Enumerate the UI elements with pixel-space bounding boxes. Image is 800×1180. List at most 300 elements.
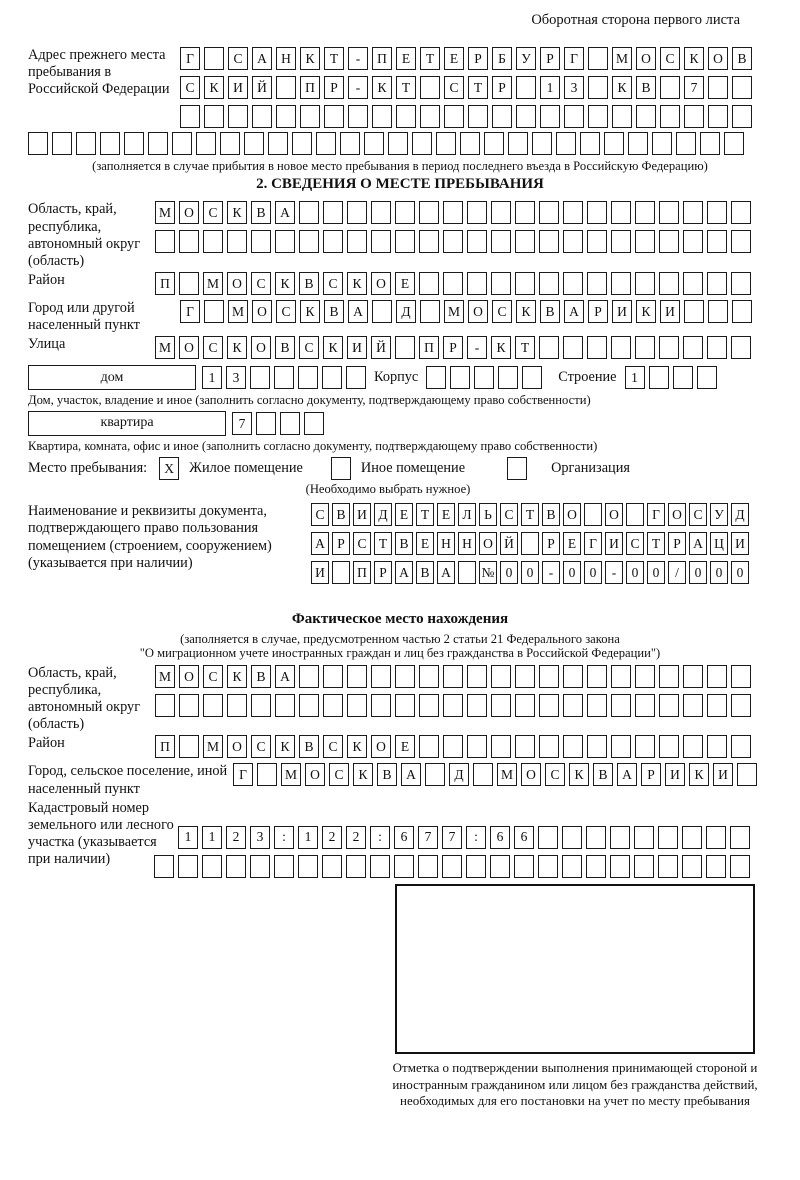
char-cell[interactable] bbox=[300, 105, 320, 128]
char-cell[interactable] bbox=[316, 132, 336, 155]
char-cell[interactable]: К bbox=[323, 336, 343, 359]
char-cell[interactable] bbox=[682, 855, 702, 878]
char-cell[interactable] bbox=[604, 132, 624, 155]
char-cell[interactable] bbox=[611, 694, 631, 717]
char-cell[interactable]: О bbox=[521, 763, 541, 786]
char-cell[interactable] bbox=[634, 855, 654, 878]
char-cell[interactable]: 2 bbox=[322, 826, 342, 849]
char-cell[interactable]: 1 bbox=[540, 76, 560, 99]
char-cell[interactable]: А bbox=[275, 665, 295, 688]
char-cell[interactable] bbox=[251, 694, 271, 717]
char-cell[interactable] bbox=[304, 412, 324, 435]
char-cell[interactable]: У bbox=[516, 47, 536, 70]
char-cell[interactable] bbox=[700, 132, 720, 155]
char-cell[interactable] bbox=[498, 366, 518, 389]
char-cell[interactable]: М bbox=[281, 763, 301, 786]
char-cell[interactable] bbox=[586, 855, 606, 878]
char-cell[interactable] bbox=[155, 230, 175, 253]
char-cell[interactable] bbox=[563, 694, 583, 717]
char-cell[interactable]: Е bbox=[395, 503, 413, 526]
checkbox-organization[interactable] bbox=[507, 457, 527, 480]
char-cell[interactable] bbox=[298, 366, 318, 389]
char-cell[interactable]: К bbox=[684, 47, 704, 70]
char-cell[interactable]: Г bbox=[564, 47, 584, 70]
char-cell[interactable] bbox=[635, 694, 655, 717]
char-cell[interactable] bbox=[322, 366, 342, 389]
char-cell[interactable] bbox=[588, 76, 608, 99]
char-cell[interactable]: Г bbox=[180, 300, 200, 323]
char-cell[interactable] bbox=[491, 665, 511, 688]
char-cell[interactable] bbox=[442, 855, 462, 878]
char-cell[interactable] bbox=[76, 132, 96, 155]
char-cell[interactable]: 6 bbox=[490, 826, 510, 849]
char-cell[interactable]: И bbox=[665, 763, 685, 786]
char-cell[interactable] bbox=[588, 105, 608, 128]
checkbox-residential[interactable]: X bbox=[159, 457, 179, 480]
char-cell[interactable]: П bbox=[155, 735, 175, 758]
char-cell[interactable] bbox=[436, 132, 456, 155]
char-cell[interactable]: 2 bbox=[226, 826, 246, 849]
char-cell[interactable]: : bbox=[466, 826, 486, 849]
char-cell[interactable]: Д bbox=[396, 300, 416, 323]
char-cell[interactable]: С bbox=[228, 47, 248, 70]
char-cell[interactable] bbox=[611, 735, 631, 758]
char-cell[interactable]: Р bbox=[540, 47, 560, 70]
char-cell[interactable] bbox=[635, 665, 655, 688]
char-cell[interactable]: С bbox=[492, 300, 512, 323]
char-cell[interactable] bbox=[540, 105, 560, 128]
char-cell[interactable]: Р bbox=[468, 47, 488, 70]
house-number-grid[interactable] bbox=[202, 366, 366, 389]
char-cell[interactable]: Р bbox=[332, 532, 350, 555]
char-cell[interactable]: 0 bbox=[521, 561, 539, 584]
char-cell[interactable]: А bbox=[689, 532, 707, 555]
char-cell[interactable] bbox=[539, 230, 559, 253]
char-cell[interactable]: М bbox=[155, 336, 175, 359]
char-cell[interactable] bbox=[611, 230, 631, 253]
char-cell[interactable] bbox=[730, 826, 750, 849]
char-cell[interactable] bbox=[660, 105, 680, 128]
char-grid-row[interactable] bbox=[180, 47, 752, 70]
char-grid-row[interactable] bbox=[155, 336, 751, 359]
char-grid-row[interactable] bbox=[233, 763, 757, 786]
char-cell[interactable] bbox=[635, 336, 655, 359]
char-cell[interactable] bbox=[708, 76, 728, 99]
char-cell[interactable]: Г bbox=[180, 47, 200, 70]
char-cell[interactable] bbox=[683, 230, 703, 253]
char-cell[interactable]: В bbox=[732, 47, 752, 70]
char-cell[interactable] bbox=[515, 201, 535, 224]
char-cell[interactable]: Р bbox=[374, 561, 392, 584]
char-cell[interactable] bbox=[538, 855, 558, 878]
char-cell[interactable] bbox=[347, 694, 367, 717]
char-cell[interactable] bbox=[707, 735, 727, 758]
char-cell[interactable]: Н bbox=[276, 47, 296, 70]
char-cell[interactable] bbox=[491, 230, 511, 253]
char-cell[interactable] bbox=[203, 694, 223, 717]
char-cell[interactable] bbox=[587, 665, 607, 688]
char-cell[interactable] bbox=[707, 665, 727, 688]
char-cell[interactable] bbox=[706, 826, 726, 849]
char-cell[interactable]: С bbox=[276, 300, 296, 323]
char-cell[interactable] bbox=[394, 855, 414, 878]
char-grid-row[interactable] bbox=[180, 105, 752, 128]
char-cell[interactable]: Д bbox=[731, 503, 749, 526]
char-cell[interactable]: Р bbox=[324, 76, 344, 99]
char-cell[interactable]: В bbox=[395, 532, 413, 555]
char-cell[interactable] bbox=[340, 132, 360, 155]
char-cell[interactable] bbox=[491, 694, 511, 717]
char-cell[interactable] bbox=[371, 694, 391, 717]
char-cell[interactable] bbox=[731, 665, 751, 688]
char-cell[interactable]: 3 bbox=[250, 826, 270, 849]
char-cell[interactable]: И bbox=[228, 76, 248, 99]
stroenie-grid[interactable] bbox=[625, 366, 717, 389]
char-cell[interactable]: О bbox=[305, 763, 325, 786]
char-cell[interactable] bbox=[346, 366, 366, 389]
char-cell[interactable]: Е bbox=[396, 47, 416, 70]
char-cell[interactable]: К bbox=[347, 272, 367, 295]
char-cell[interactable]: 7 bbox=[232, 412, 252, 435]
char-cell[interactable] bbox=[491, 272, 511, 295]
char-cell[interactable] bbox=[179, 272, 199, 295]
char-cell[interactable] bbox=[347, 665, 367, 688]
char-cell[interactable]: Р bbox=[641, 763, 661, 786]
char-cell[interactable] bbox=[658, 826, 678, 849]
char-cell[interactable]: Г bbox=[647, 503, 665, 526]
char-cell[interactable] bbox=[634, 826, 654, 849]
char-cell[interactable] bbox=[443, 230, 463, 253]
char-grid-row[interactable] bbox=[155, 665, 751, 688]
prev-address-grid-overflow-row[interactable] bbox=[28, 132, 772, 155]
char-cell[interactable]: Д bbox=[449, 763, 469, 786]
char-cell[interactable] bbox=[180, 105, 200, 128]
char-cell[interactable]: Т bbox=[468, 76, 488, 99]
char-cell[interactable] bbox=[467, 230, 487, 253]
char-grid-row[interactable] bbox=[155, 230, 751, 253]
char-cell[interactable] bbox=[708, 105, 728, 128]
char-cell[interactable] bbox=[347, 230, 367, 253]
char-cell[interactable] bbox=[538, 826, 558, 849]
char-grid-row[interactable] bbox=[311, 532, 749, 555]
char-cell[interactable]: О bbox=[668, 503, 686, 526]
char-cell[interactable]: Р bbox=[588, 300, 608, 323]
char-cell[interactable]: Т bbox=[416, 503, 434, 526]
char-cell[interactable] bbox=[298, 855, 318, 878]
char-cell[interactable] bbox=[474, 366, 494, 389]
char-cell[interactable] bbox=[228, 105, 248, 128]
char-cell[interactable]: А bbox=[564, 300, 584, 323]
char-cell[interactable] bbox=[364, 132, 384, 155]
char-cell[interactable]: М bbox=[155, 201, 175, 224]
char-cell[interactable] bbox=[635, 201, 655, 224]
char-cell[interactable]: С bbox=[329, 763, 349, 786]
char-cell[interactable] bbox=[395, 694, 415, 717]
char-cell[interactable]: Е bbox=[395, 735, 415, 758]
char-cell[interactable] bbox=[652, 132, 672, 155]
char-cell[interactable] bbox=[635, 272, 655, 295]
char-cell[interactable] bbox=[539, 665, 559, 688]
char-cell[interactable] bbox=[299, 201, 319, 224]
char-cell[interactable] bbox=[299, 665, 319, 688]
char-cell[interactable]: К bbox=[636, 300, 656, 323]
char-cell[interactable] bbox=[251, 230, 271, 253]
char-cell[interactable]: О bbox=[479, 532, 497, 555]
char-cell[interactable]: Т bbox=[521, 503, 539, 526]
char-cell[interactable]: О bbox=[636, 47, 656, 70]
char-cell[interactable]: О bbox=[227, 735, 247, 758]
char-cell[interactable]: А bbox=[311, 532, 329, 555]
char-cell[interactable]: К bbox=[689, 763, 709, 786]
char-cell[interactable] bbox=[724, 132, 744, 155]
char-cell[interactable] bbox=[460, 132, 480, 155]
char-cell[interactable] bbox=[348, 105, 368, 128]
char-cell[interactable] bbox=[732, 105, 752, 128]
char-cell[interactable]: П bbox=[353, 561, 371, 584]
char-cell[interactable]: О bbox=[252, 300, 272, 323]
char-cell[interactable]: 1 bbox=[202, 366, 222, 389]
char-cell[interactable]: С bbox=[203, 336, 223, 359]
char-cell[interactable]: В bbox=[251, 665, 271, 688]
char-cell[interactable]: 6 bbox=[514, 826, 534, 849]
char-cell[interactable]: 7 bbox=[418, 826, 438, 849]
char-cell[interactable]: И bbox=[731, 532, 749, 555]
char-cell[interactable] bbox=[347, 201, 367, 224]
char-cell[interactable] bbox=[220, 132, 240, 155]
char-cell[interactable] bbox=[268, 132, 288, 155]
char-cell[interactable]: В bbox=[332, 503, 350, 526]
char-cell[interactable]: 0 bbox=[710, 561, 728, 584]
char-cell[interactable]: М bbox=[444, 300, 464, 323]
char-cell[interactable] bbox=[491, 735, 511, 758]
char-cell[interactable] bbox=[450, 366, 470, 389]
char-cell[interactable]: С bbox=[626, 532, 644, 555]
char-cell[interactable]: Н bbox=[437, 532, 455, 555]
char-cell[interactable] bbox=[683, 336, 703, 359]
char-cell[interactable] bbox=[730, 855, 750, 878]
char-cell[interactable] bbox=[659, 694, 679, 717]
char-cell[interactable] bbox=[673, 366, 693, 389]
char-cell[interactable] bbox=[539, 336, 559, 359]
char-cell[interactable]: 3 bbox=[226, 366, 246, 389]
char-cell[interactable] bbox=[556, 132, 576, 155]
char-cell[interactable] bbox=[683, 694, 703, 717]
char-cell[interactable]: № bbox=[479, 561, 497, 584]
char-cell[interactable] bbox=[275, 694, 295, 717]
char-cell[interactable] bbox=[250, 366, 270, 389]
char-cell[interactable]: Е bbox=[395, 272, 415, 295]
char-cell[interactable]: М bbox=[203, 272, 223, 295]
char-cell[interactable] bbox=[611, 272, 631, 295]
char-cell[interactable]: А bbox=[395, 561, 413, 584]
char-cell[interactable]: 0 bbox=[500, 561, 518, 584]
char-cell[interactable]: Б bbox=[492, 47, 512, 70]
char-cell[interactable] bbox=[178, 855, 198, 878]
char-cell[interactable] bbox=[731, 735, 751, 758]
char-cell[interactable] bbox=[659, 735, 679, 758]
char-cell[interactable] bbox=[682, 826, 702, 849]
char-cell[interactable] bbox=[274, 855, 294, 878]
char-cell[interactable] bbox=[562, 855, 582, 878]
char-cell[interactable] bbox=[707, 694, 727, 717]
char-cell[interactable] bbox=[611, 201, 631, 224]
char-cell[interactable]: С bbox=[203, 665, 223, 688]
char-cell[interactable] bbox=[587, 336, 607, 359]
char-cell[interactable] bbox=[274, 366, 294, 389]
char-cell[interactable] bbox=[683, 201, 703, 224]
char-cell[interactable]: С bbox=[299, 336, 319, 359]
char-cell[interactable]: И bbox=[713, 763, 733, 786]
char-cell[interactable]: В bbox=[275, 336, 295, 359]
char-cell[interactable] bbox=[635, 735, 655, 758]
char-grid-row[interactable] bbox=[180, 300, 752, 323]
char-cell[interactable] bbox=[179, 735, 199, 758]
char-cell[interactable]: А bbox=[252, 47, 272, 70]
char-cell[interactable] bbox=[610, 826, 630, 849]
char-cell[interactable] bbox=[659, 336, 679, 359]
char-cell[interactable] bbox=[202, 855, 222, 878]
char-cell[interactable]: 7 bbox=[442, 826, 462, 849]
char-cell[interactable]: С bbox=[311, 503, 329, 526]
apartment-number-grid[interactable] bbox=[232, 412, 324, 435]
char-cell[interactable]: 1 bbox=[202, 826, 222, 849]
char-cell[interactable] bbox=[737, 763, 757, 786]
char-cell[interactable]: А bbox=[401, 763, 421, 786]
char-cell[interactable]: О bbox=[605, 503, 623, 526]
char-cell[interactable] bbox=[587, 735, 607, 758]
char-cell[interactable] bbox=[515, 735, 535, 758]
char-cell[interactable]: К bbox=[300, 47, 320, 70]
char-cell[interactable] bbox=[514, 855, 534, 878]
char-cell[interactable] bbox=[419, 201, 439, 224]
char-cell[interactable] bbox=[636, 105, 656, 128]
char-cell[interactable] bbox=[515, 230, 535, 253]
char-cell[interactable] bbox=[280, 412, 300, 435]
char-cell[interactable]: 1 bbox=[625, 366, 645, 389]
char-cell[interactable] bbox=[256, 412, 276, 435]
char-cell[interactable]: О bbox=[179, 201, 199, 224]
char-cell[interactable] bbox=[203, 230, 223, 253]
char-cell[interactable] bbox=[418, 855, 438, 878]
char-cell[interactable] bbox=[659, 230, 679, 253]
char-cell[interactable]: А bbox=[437, 561, 455, 584]
char-cell[interactable] bbox=[179, 694, 199, 717]
char-cell[interactable] bbox=[154, 855, 174, 878]
char-cell[interactable] bbox=[52, 132, 72, 155]
char-cell[interactable]: Т bbox=[396, 76, 416, 99]
char-cell[interactable]: 1 bbox=[178, 826, 198, 849]
char-cell[interactable] bbox=[467, 694, 487, 717]
char-cell[interactable]: А bbox=[617, 763, 637, 786]
char-cell[interactable] bbox=[635, 230, 655, 253]
char-cell[interactable] bbox=[425, 763, 445, 786]
char-cell[interactable] bbox=[610, 855, 630, 878]
char-cell[interactable] bbox=[346, 855, 366, 878]
char-cell[interactable] bbox=[458, 561, 476, 584]
char-cell[interactable] bbox=[443, 272, 463, 295]
char-cell[interactable] bbox=[612, 105, 632, 128]
char-cell[interactable]: М bbox=[612, 47, 632, 70]
char-cell[interactable] bbox=[539, 272, 559, 295]
char-grid-row[interactable] bbox=[178, 826, 750, 849]
char-cell[interactable]: М bbox=[155, 665, 175, 688]
char-cell[interactable] bbox=[250, 855, 270, 878]
char-cell[interactable] bbox=[444, 105, 464, 128]
char-cell[interactable]: Й bbox=[371, 336, 391, 359]
char-cell[interactable] bbox=[467, 735, 487, 758]
char-cell[interactable] bbox=[204, 105, 224, 128]
char-cell[interactable] bbox=[468, 105, 488, 128]
char-cell[interactable]: 0 bbox=[584, 561, 602, 584]
char-cell[interactable]: / bbox=[668, 561, 686, 584]
char-cell[interactable] bbox=[466, 855, 486, 878]
char-cell[interactable]: К bbox=[227, 665, 247, 688]
char-cell[interactable] bbox=[660, 76, 680, 99]
char-cell[interactable]: С bbox=[545, 763, 565, 786]
char-cell[interactable]: И bbox=[311, 561, 329, 584]
char-cell[interactable] bbox=[420, 105, 440, 128]
char-cell[interactable] bbox=[516, 76, 536, 99]
char-cell[interactable]: О bbox=[179, 665, 199, 688]
char-cell[interactable]: 0 bbox=[563, 561, 581, 584]
char-cell[interactable] bbox=[515, 272, 535, 295]
char-cell[interactable] bbox=[257, 763, 277, 786]
char-cell[interactable]: П bbox=[155, 272, 175, 295]
char-cell[interactable]: Т bbox=[420, 47, 440, 70]
char-grid-row[interactable] bbox=[155, 694, 751, 717]
char-cell[interactable] bbox=[611, 336, 631, 359]
char-cell[interactable] bbox=[226, 855, 246, 878]
char-cell[interactable] bbox=[707, 336, 727, 359]
char-cell[interactable]: С bbox=[323, 735, 343, 758]
char-cell[interactable] bbox=[708, 300, 728, 323]
char-cell[interactable]: В bbox=[416, 561, 434, 584]
char-cell[interactable] bbox=[706, 855, 726, 878]
char-cell[interactable] bbox=[322, 855, 342, 878]
char-cell[interactable]: Й bbox=[252, 76, 272, 99]
char-cell[interactable] bbox=[276, 105, 296, 128]
char-cell[interactable]: М bbox=[228, 300, 248, 323]
char-cell[interactable]: 0 bbox=[626, 561, 644, 584]
char-cell[interactable] bbox=[649, 366, 669, 389]
char-cell[interactable] bbox=[707, 201, 727, 224]
char-cell[interactable] bbox=[443, 665, 463, 688]
char-cell[interactable]: П bbox=[300, 76, 320, 99]
char-cell[interactable] bbox=[100, 132, 120, 155]
char-cell[interactable] bbox=[587, 230, 607, 253]
char-cell[interactable] bbox=[587, 201, 607, 224]
char-grid-row[interactable] bbox=[311, 503, 749, 526]
char-cell[interactable] bbox=[490, 855, 510, 878]
char-cell[interactable] bbox=[371, 665, 391, 688]
char-cell[interactable]: С bbox=[500, 503, 518, 526]
char-cell[interactable]: 0 bbox=[647, 561, 665, 584]
char-cell[interactable]: С bbox=[323, 272, 343, 295]
char-cell[interactable]: Е bbox=[444, 47, 464, 70]
char-cell[interactable]: А bbox=[348, 300, 368, 323]
char-cell[interactable]: Р bbox=[668, 532, 686, 555]
char-cell[interactable] bbox=[324, 105, 344, 128]
char-cell[interactable]: К bbox=[275, 735, 295, 758]
char-cell[interactable]: П bbox=[372, 47, 392, 70]
char-cell[interactable]: 3 bbox=[564, 76, 584, 99]
char-cell[interactable]: С bbox=[203, 201, 223, 224]
char-cell[interactable]: К bbox=[204, 76, 224, 99]
char-cell[interactable] bbox=[467, 665, 487, 688]
char-cell[interactable] bbox=[332, 561, 350, 584]
char-cell[interactable]: В bbox=[636, 76, 656, 99]
char-cell[interactable]: К bbox=[612, 76, 632, 99]
